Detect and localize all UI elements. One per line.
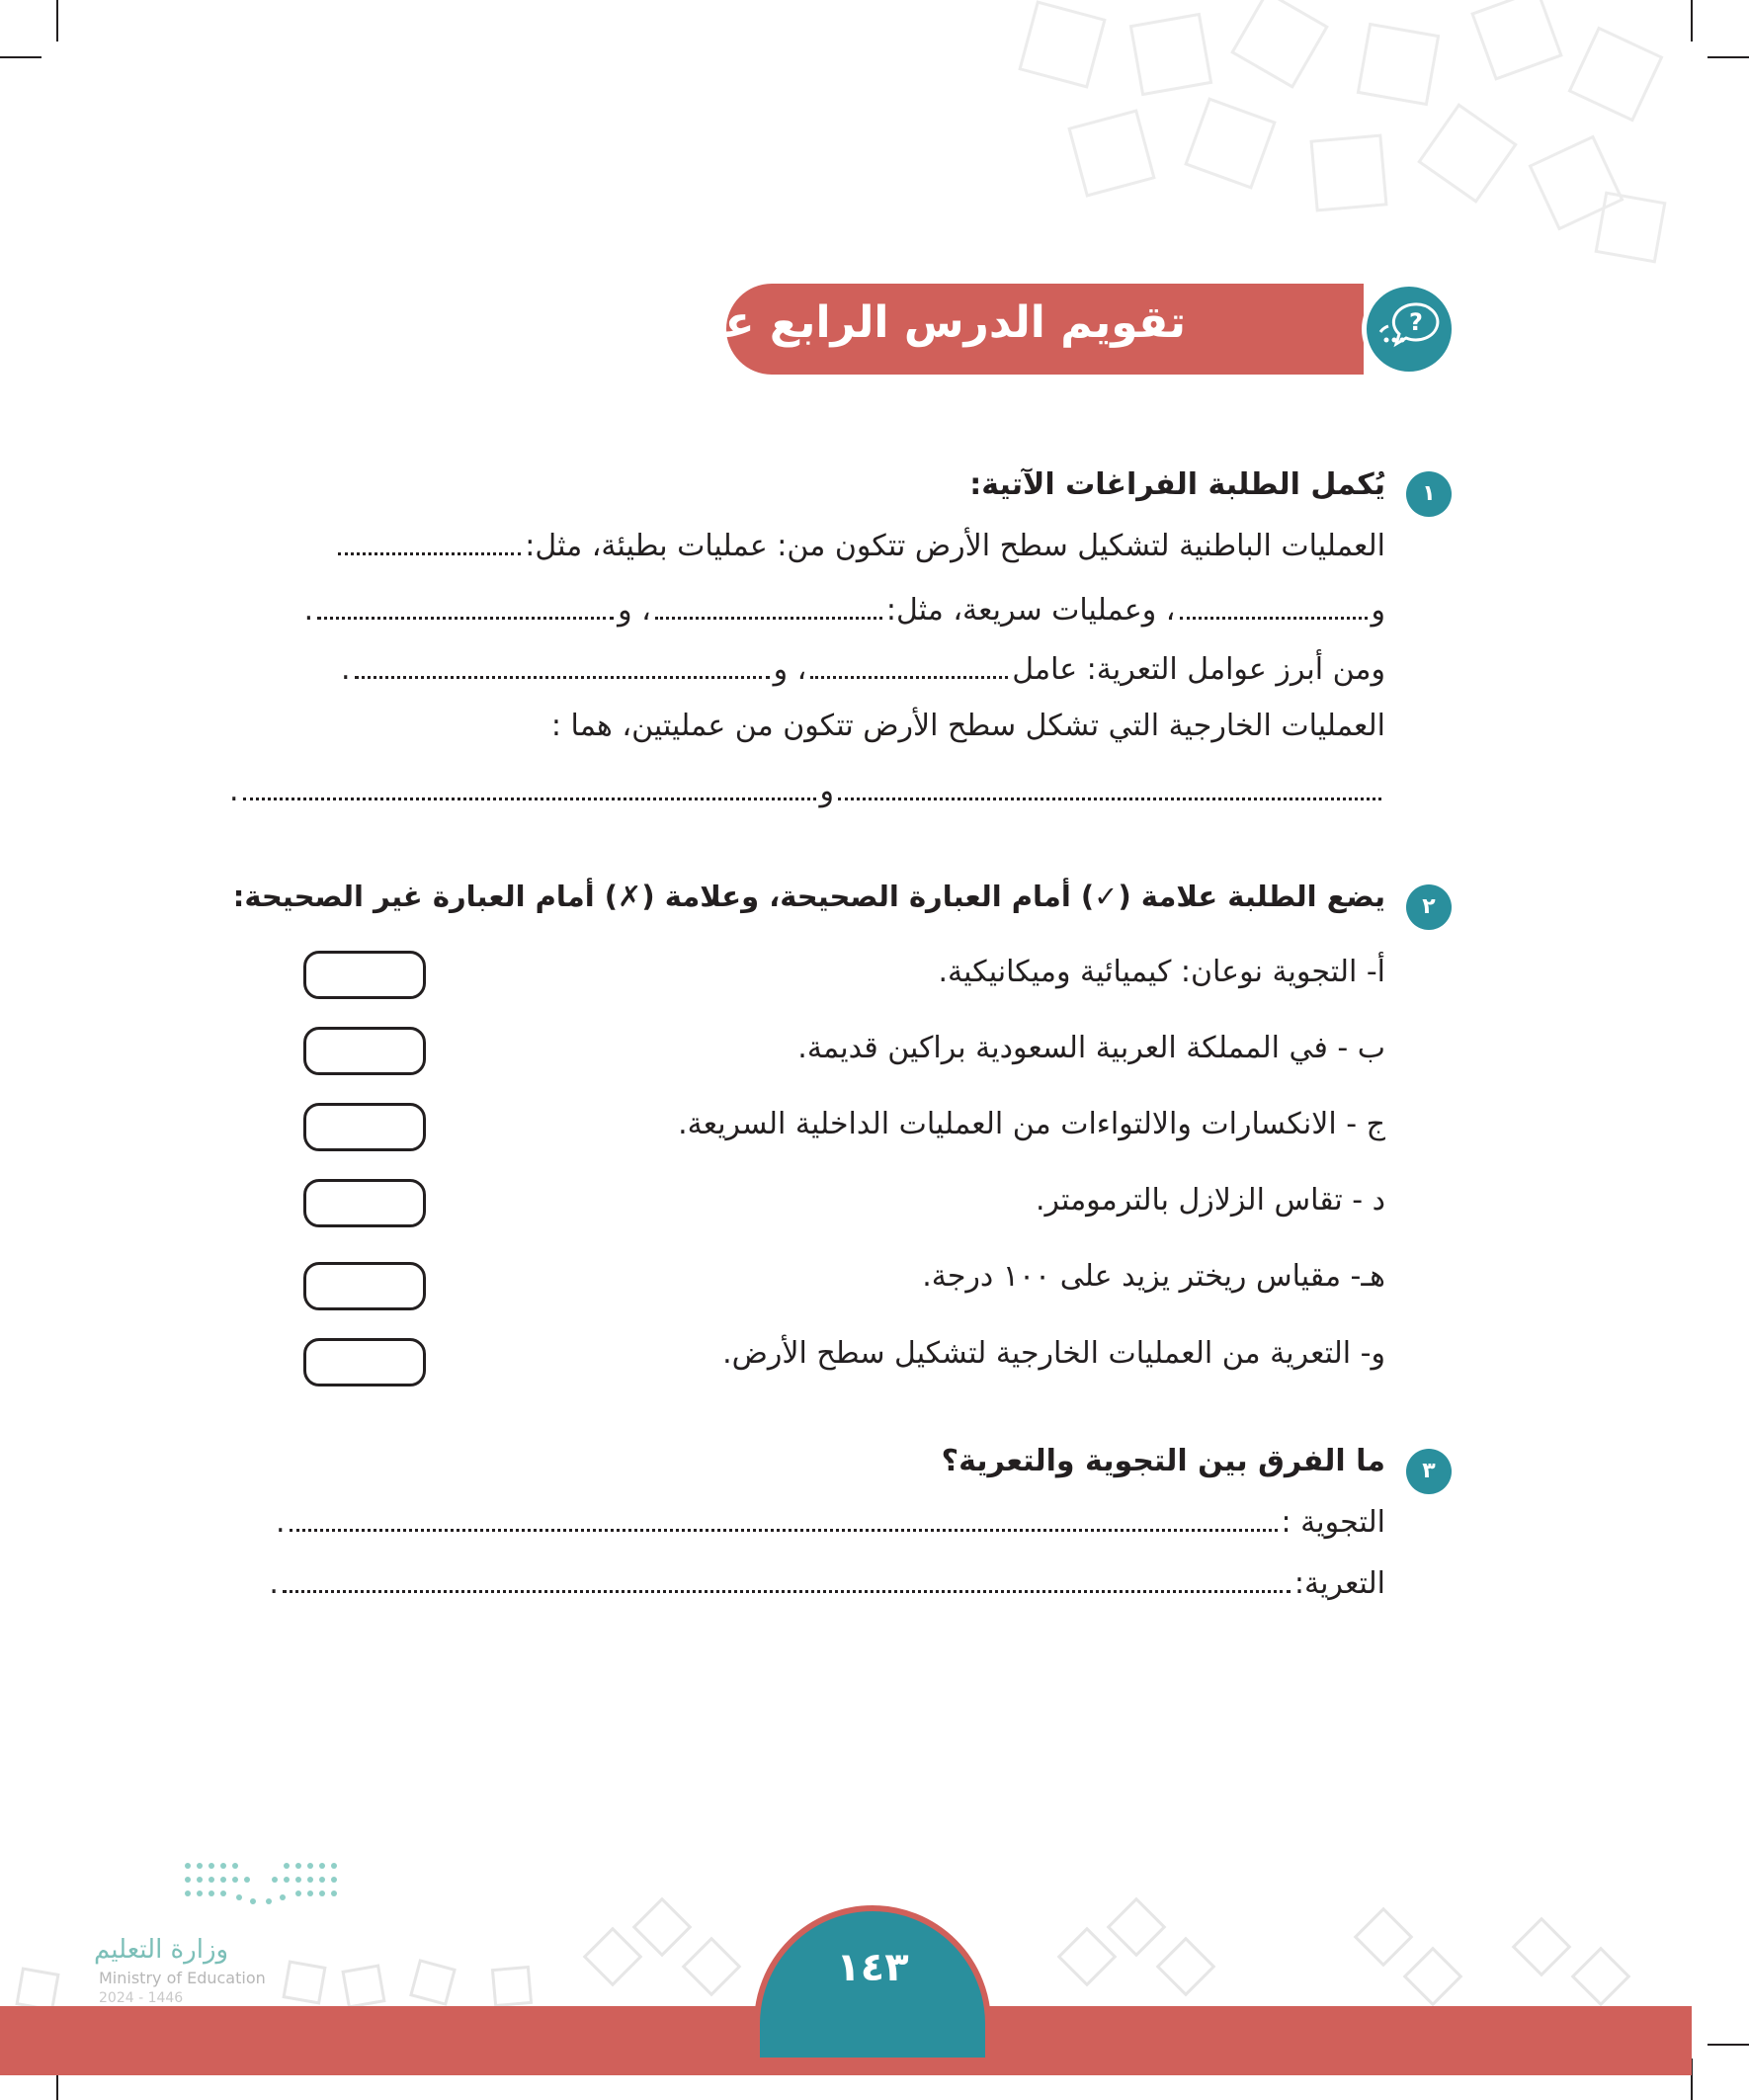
blank-field[interactable]: [317, 617, 614, 620]
fill-text: ، و: [773, 652, 807, 687]
fill-line: [276, 1505, 1385, 1540]
question-number: ٢: [1406, 884, 1452, 930]
fill-text: .: [303, 593, 314, 628]
fill-line: [304, 593, 1385, 628]
fill-text: العمليات الباطنية لتشكيل سطح الأرض تتكون من: عمليات بطيئة، مثل:: [525, 529, 1385, 563]
ministry-name-en: Ministry of Education: [99, 1969, 266, 1987]
answer-label: التعرية:: [1293, 1566, 1385, 1601]
decorative-pattern: [988, 0, 1692, 267]
page-number: ١٤٣: [836, 1945, 909, 1990]
fill-text: .: [275, 1505, 286, 1540]
question-title: يُكمل الطلبة الفراغات الآتية:: [969, 467, 1385, 502]
statement-item: أ- التجوية نوعان: كيميائية وميكانيكية.: [938, 955, 1385, 989]
banner-title: تقويم الدرس الرابع عشر: [653, 297, 1186, 348]
statement-item: و- التعرية من العمليات الخارجية لتشكيل سطح الأرض.: [722, 1336, 1385, 1371]
edition-year: 2024 - 1446: [99, 1990, 184, 2006]
fill-text: .: [341, 652, 351, 687]
answer-box[interactable]: [303, 1027, 426, 1075]
statement-item: ب - في المملكة العربية السعودية براكين قديمة.: [797, 1031, 1385, 1065]
ministry-name-ar: وزارة التعليم: [94, 1935, 229, 1965]
answer-label: التجوية :: [1281, 1505, 1385, 1540]
blank-field[interactable]: [283, 1590, 1291, 1593]
crop-mark: [1707, 2044, 1749, 2046]
blank-field[interactable]: [290, 1529, 1278, 1532]
answer-box[interactable]: [303, 1262, 426, 1310]
fill-line: [229, 774, 1385, 808]
blank-field[interactable]: [355, 676, 770, 679]
fill-text: .: [228, 774, 239, 808]
fill-line: [551, 709, 1385, 743]
fill-text: و: [1371, 593, 1385, 628]
blank-field[interactable]: [810, 676, 1008, 679]
blank-field[interactable]: [243, 798, 816, 800]
lesson-evaluation-banner: [653, 284, 1364, 375]
fill-text: و: [819, 774, 834, 808]
svg-text:?: ?: [1409, 308, 1423, 336]
fill-line: [269, 1566, 1385, 1601]
fill-line: [334, 529, 1385, 563]
blank-field[interactable]: [655, 617, 882, 620]
blank-field[interactable]: [1180, 617, 1368, 620]
statement-item: هـ- مقياس ريختر يزيد على ١٠٠ درجة.: [922, 1259, 1385, 1294]
fill-text: ، و: [618, 593, 651, 628]
crop-mark: [56, 0, 58, 42]
crop-mark: [0, 56, 42, 58]
fill-text: ، وعمليات سريعة، مثل:: [885, 593, 1176, 628]
question-title: يضع الطلبة علامة (✓) أمام العبارة الصحيحة، وعلامة (✗) أمام العبارة غير الصحيحة:: [232, 880, 1385, 913]
question-number: ١: [1406, 471, 1452, 517]
fill-text: .: [269, 1566, 279, 1601]
question-chat-icon: [1362, 282, 1457, 377]
statement-item: ج - الانكسارات والالتواءات من العمليات الداخلية السريعة.: [678, 1107, 1385, 1141]
answer-box[interactable]: [303, 1338, 426, 1386]
fill-text: العمليات الخارجية التي تشكل سطح الأرض تتكون من عمليتين، هما :: [550, 709, 1385, 743]
answer-box[interactable]: [303, 951, 426, 999]
answer-box[interactable]: [303, 1103, 426, 1151]
ministry-logo-dots: [178, 1858, 351, 1917]
question-title: ما الفرق بين التجوية والتعرية؟: [941, 1444, 1385, 1478]
crop-mark: [1707, 56, 1749, 58]
blank-field[interactable]: [338, 552, 521, 555]
fill-text: ومن أبرز عوامل التعرية: عامل: [1012, 652, 1385, 687]
question-number: ٣: [1406, 1449, 1452, 1494]
statement-item: د - تقاس الزلازل بالترمومتر.: [1035, 1183, 1385, 1218]
answer-box[interactable]: [303, 1179, 426, 1227]
fill-line: [341, 652, 1385, 687]
blank-field[interactable]: [838, 798, 1381, 800]
